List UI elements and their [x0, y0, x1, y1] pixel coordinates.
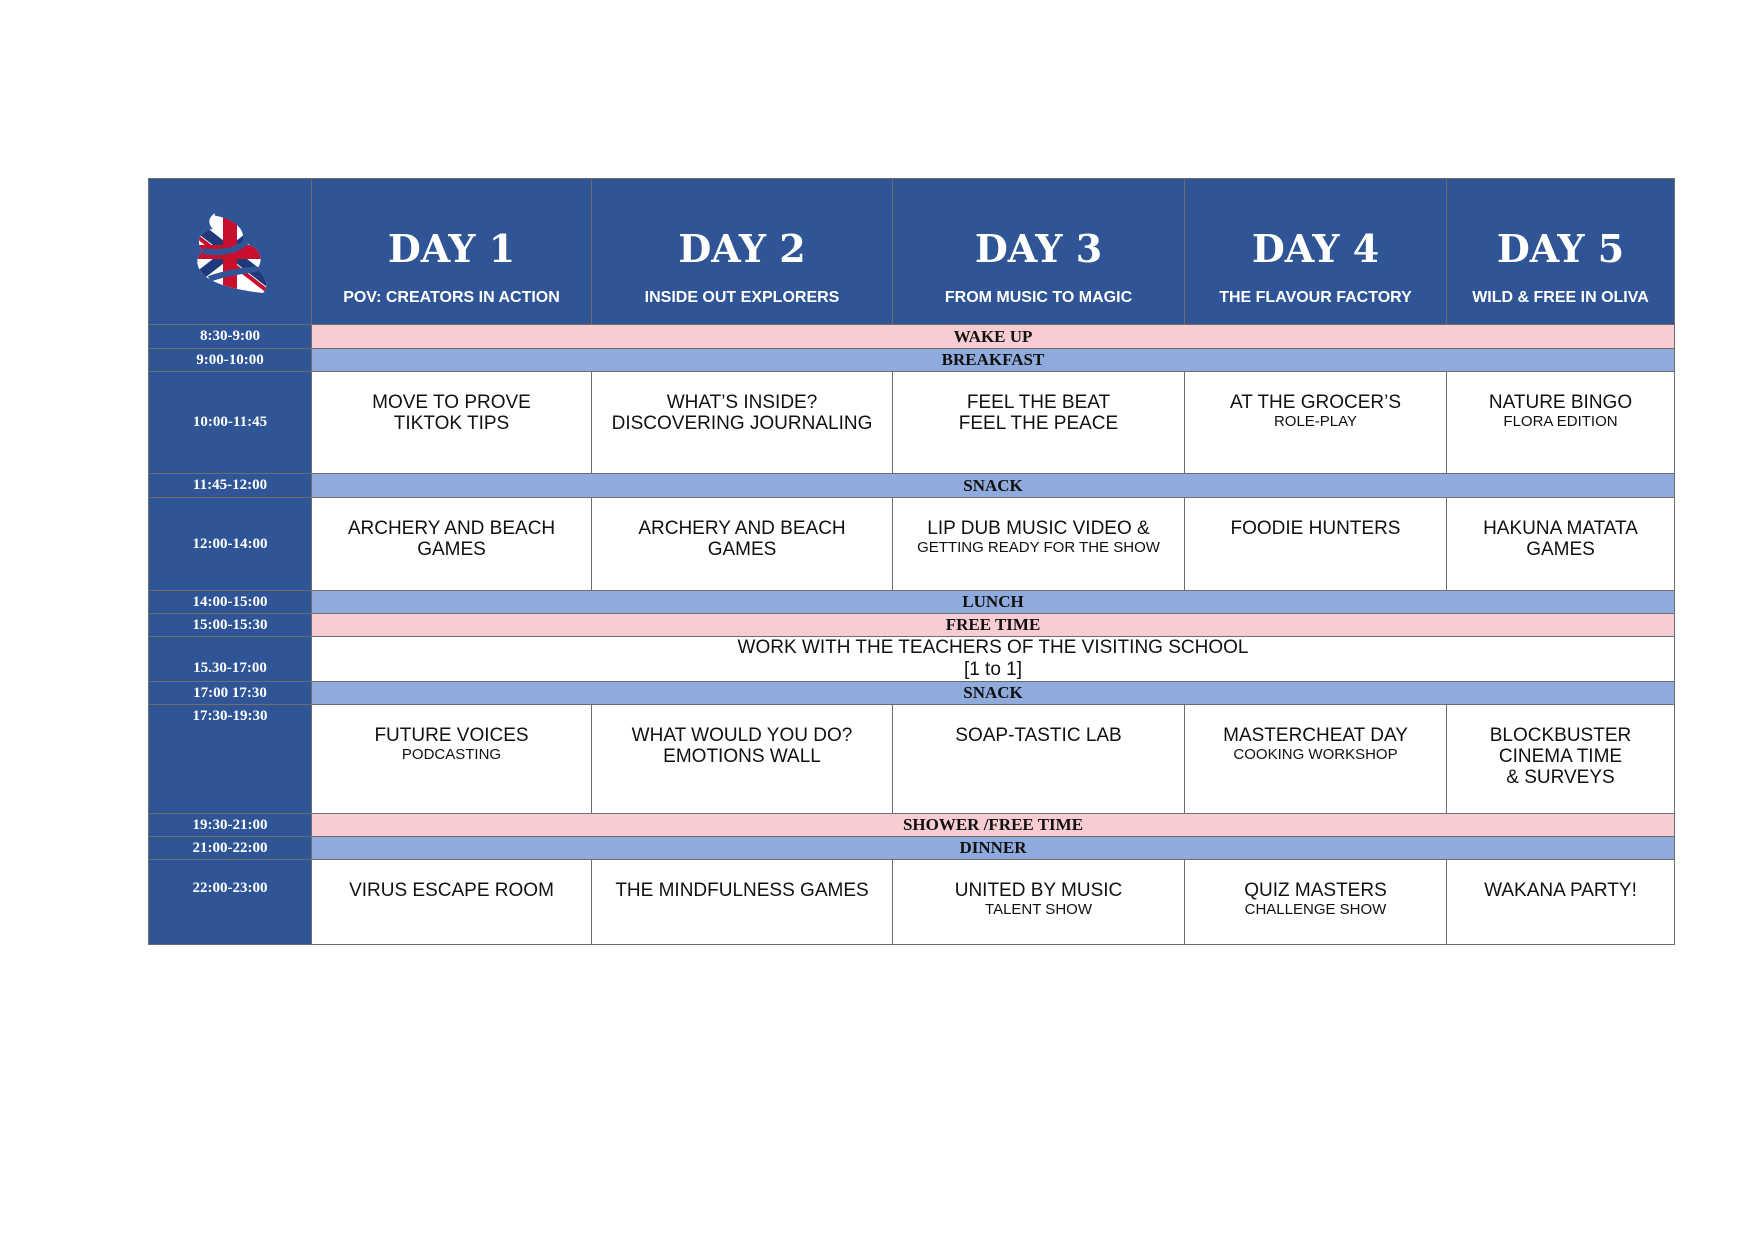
activity-title: UNITED BY MUSIC: [954, 880, 1123, 901]
activity-cell: [312, 372, 592, 474]
day-header-2: [592, 179, 893, 325]
activity-cell: [1447, 705, 1675, 814]
activity-title: ARCHERY AND BEACH GAMES: [638, 518, 846, 560]
day-theme: WILD & FREE IN OLIVA: [1472, 289, 1649, 306]
row-evening: [149, 705, 1675, 814]
band-breakfast: BREAKFAST: [312, 349, 1675, 372]
activity-title: FUTURE VOICES: [374, 725, 529, 746]
work-line-1: WORK WITH THE TEACHERS OF THE VISITING SCHOOL: [737, 637, 1249, 658]
day-theme: POV: CREATORS IN ACTION: [343, 289, 560, 306]
activity-subtitle: PODCASTING: [401, 746, 502, 763]
header-row: [149, 179, 1675, 325]
activity-cell: [312, 705, 592, 814]
day-theme: INSIDE OUT EXPLORERS: [644, 289, 840, 306]
activity-subtitle: CHALLENGE SHOW: [1244, 901, 1387, 918]
day-title: DAY 4: [1251, 226, 1380, 271]
time-label: 12:00-14:00: [149, 498, 312, 591]
activity-title: LIP DUB MUSIC VIDEO &: [927, 518, 1150, 539]
band-dinner: DINNER: [312, 837, 1675, 860]
activity-cell: [1185, 498, 1447, 591]
day-title: DAY 2: [678, 226, 806, 271]
activity-cell: [893, 860, 1185, 945]
time-label: 21:00-22:00: [149, 837, 312, 860]
row-morning: [149, 372, 1675, 474]
activity-cell: [312, 498, 592, 591]
time-label: 8:30-9:00: [149, 325, 312, 349]
time-label: 17:30-19:30: [149, 705, 312, 814]
band-snack: SNACK: [312, 474, 1675, 498]
band-shower-free-time: SHOWER /FREE TIME: [312, 814, 1675, 837]
weekly-schedule: [148, 178, 1675, 945]
row-snack-1: [149, 474, 1675, 498]
activity-subtitle: TALENT SHOW: [985, 901, 1092, 918]
activity-cell: [1185, 860, 1447, 945]
day-title: DAY 1: [387, 226, 516, 271]
time-label: 19:30-21:00: [149, 814, 312, 837]
time-label: 15.30-17:00: [149, 637, 312, 682]
activity-title: NATURE BINGO: [1488, 392, 1633, 413]
activity-title: ARCHERY AND BEACH GAMES: [347, 518, 556, 560]
activity-cell: [592, 372, 893, 474]
activity-cell: [1447, 860, 1675, 945]
union-jack-flame-icon: [185, 207, 275, 297]
logo-cell: [149, 179, 312, 325]
activity-subtitle: FLORA EDITION: [1503, 413, 1618, 430]
activity-title: WAKANA PARTY!: [1484, 880, 1637, 901]
activity-title: FOODIE HUNTERS: [1230, 518, 1401, 539]
band-snack: SNACK: [312, 682, 1675, 705]
band-lunch: LUNCH: [312, 591, 1675, 614]
day-title: DAY 3: [974, 226, 1103, 271]
time-label: 14:00-15:00: [149, 591, 312, 614]
activity-cell: [893, 705, 1185, 814]
activity-cell: [1447, 372, 1675, 474]
row-work-block: [149, 637, 1675, 682]
activity-title: MOVE TO PROVE TIKTOK TIPS: [372, 392, 531, 434]
day-header-3: [893, 179, 1185, 325]
activity-title: QUIZ MASTERS: [1244, 880, 1387, 901]
activity-subtitle: ROLE-PLAY: [1273, 413, 1358, 430]
activity-cell: [1447, 498, 1675, 591]
activity-title: WHAT WOULD YOU DO? EMOTIONS WALL: [631, 725, 853, 767]
activity-cell: [592, 860, 893, 945]
row-dinner: [149, 837, 1675, 860]
time-label: 15:00-15:30: [149, 614, 312, 637]
activity-title: THE MINDFULNESS GAMES: [615, 880, 869, 901]
day-theme: FROM MUSIC TO MAGIC: [944, 289, 1133, 306]
day-header-5: [1447, 179, 1675, 325]
row-wake-up: [149, 325, 1675, 349]
day-header-1: [312, 179, 592, 325]
row-night: [149, 860, 1675, 945]
activity-cell: [893, 372, 1185, 474]
row-lunch: [149, 591, 1675, 614]
day-theme: THE FLAVOUR FACTORY: [1219, 289, 1412, 306]
activity-title: WHAT’S INSIDE? DISCOVERING JOURNALING: [611, 392, 873, 434]
activity-title: MASTERCHEAT DAY: [1223, 725, 1408, 746]
band-wake-up: WAKE UP: [312, 325, 1675, 349]
activity-title: AT THE GROCER’S: [1229, 392, 1402, 413]
activity-cell: [893, 498, 1185, 591]
activity-cell: [312, 860, 592, 945]
work-line-2: [1 to 1]: [963, 659, 1023, 680]
row-breakfast: [149, 349, 1675, 372]
time-label: 22:00-23:00: [149, 860, 312, 945]
time-label: 9:00-10:00: [149, 349, 312, 372]
row-shower: [149, 814, 1675, 837]
time-label: 17:00 17:30: [149, 682, 312, 705]
work-block: [312, 637, 1675, 682]
activity-cell: [1185, 705, 1447, 814]
activity-title: SOAP-TASTIC LAB: [955, 725, 1122, 746]
activity-cell: [1185, 372, 1447, 474]
activity-cell: [592, 705, 893, 814]
row-midday: [149, 498, 1675, 591]
day-title: DAY 5: [1496, 226, 1625, 271]
time-label: 10:00-11:45: [149, 372, 312, 474]
day-header-4: [1185, 179, 1447, 325]
activity-subtitle: GETTING READY FOR THE SHOW: [917, 539, 1160, 556]
activity-subtitle: COOKING WORKSHOP: [1233, 746, 1398, 763]
activity-cell: [592, 498, 893, 591]
row-snack-2: [149, 682, 1675, 705]
band-free-time: FREE TIME: [312, 614, 1675, 637]
activity-title: VIRUS ESCAPE ROOM: [349, 880, 554, 901]
time-label: 11:45-12:00: [149, 474, 312, 498]
activity-title: BLOCKBUSTER CINEMA TIME & SURVEYS: [1489, 725, 1632, 788]
activity-title: HAKUNA MATATA GAMES: [1483, 518, 1638, 560]
activity-title: FEEL THE BEAT FEEL THE PEACE: [958, 392, 1119, 434]
row-free-time: [149, 614, 1675, 637]
